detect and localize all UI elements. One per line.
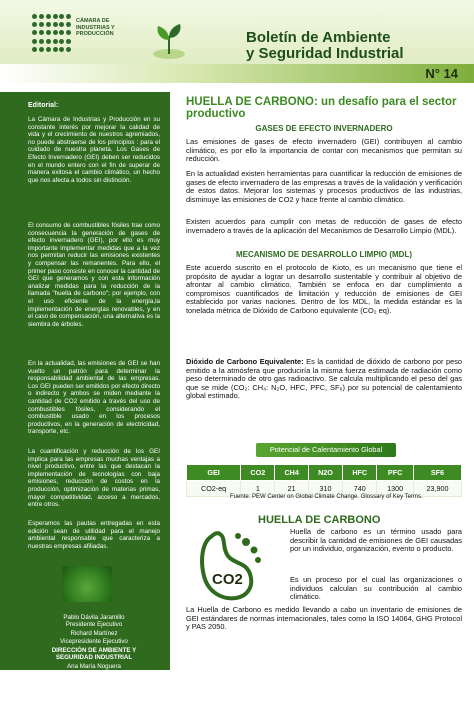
paragraph-ghg-3: Existen acuerdos para cumplir con metas de reducción de gases de efecto invernadero a través de la aplicación del Mecanismos de Desarrollo Limpio (MDL). (186, 217, 462, 235)
paragraph-footprint-1: Huella de carbono es un término usado para describir la cantidad de emisiones de GEI causadas por un individuo, organización, evento o producto. (290, 527, 462, 554)
co2-label: CO2 (212, 571, 243, 588)
editorial-paragraph-3: En la actualidad, las emisiones de GEI se han vuelto un patrón para determinar la responsabilidad ambiental de las empresas. Los GEI pueden ser emitidos por efecto directo o indirecto y ambos se miden mediante la cantidad de CO2 emitido a través del uso de combustibles fósiles, considerando el combustible usado en los procesos productivos, en la generación de electricidad, transporte, etc. (28, 360, 160, 436)
section-heading-ghg: GASES DE EFECTO INVERNADERO (255, 124, 393, 133)
co2-footprint-icon (192, 528, 270, 606)
section-heading-footprint: HUELLA DE CARBONO (258, 514, 381, 526)
editorial-heading: Editorial: (28, 102, 59, 109)
issue-number: N° 14 (425, 66, 458, 81)
article-title: HUELLA DE CARBONO: un desafío para el sector productivo (186, 96, 457, 120)
paragraph-footprint-3: La Huella de Carbono es medido llevando a cabo un inventario de emisiones de GEI estándares de normas internacionales, tales como la ISO 14064, GHG Protocol y PAS 2050. (186, 605, 462, 632)
paragraph-co2-equivalent: Dióxido de Carbono Equivalente: Es la cantidad de dióxido de carbono por peso emitido a la atmósfera que produciría la misma fuerza estimada de radiación como peso determinado de otro gas radioactivo. Se calcula multiplicando el peso del gas que se mide (CO₂: CH₄: N₂O, HFC, PFC, SF₆) por su potencial de calentamiento global estimado. (186, 357, 462, 401)
section-heading-mdl: MECANISMO DE DESARROLLO LIMPIO (MDL) (236, 250, 412, 259)
editorial-paragraph-4: La cuantificación y reducción de los GEI implica para las empresas muchas ventajas a nivel productivo, entre las que destacan la implementación de tecnologías con baja emisiones, reducción de costos en la producción, optimización de materias primas, mayor competitividad, acceso a mercados, entre otros. (28, 448, 160, 509)
paragraph-ghg-2: En la actualidad existen herramientas para cuantificar la reducción de emisiones de gases de efecto invernadero de las empresas a través de la validación y verificación de estos datos. Mejorar los sistemas y procesos productivos de las industrias, disminuye las emisiones de CO2 y hace frente al cambio climático. (186, 169, 462, 204)
chamber-name: CÁMARA DE INDUSTRIAS Y PRODUCCIÓN (76, 18, 115, 37)
bulletin-title: Boletín de Ambiente y Seguridad Industrial (246, 29, 404, 62)
table-header-row: GEI CO2 CH4 N2O HFC PFC SF6 (187, 465, 462, 481)
plant-leaf-icon (144, 20, 194, 64)
table-row: CO2-eq 1 21 310 740 1300 23,900 (187, 481, 462, 497)
editorial-sidebar (0, 92, 170, 711)
chamber-logo (32, 12, 130, 62)
gwp-banner: Potencial de Calentamiento Global (256, 443, 396, 457)
editorial-paragraph-5: Esperamos las pautas entregadas en esta edición sean de utilidad para el manejo ambiental responsable que caracteriza a nuestras empresas afiliadas. (28, 520, 160, 550)
issue-bar (0, 64, 474, 83)
paragraph-ghg-1: Las emisiones de gases de efecto invernadero (GEI) contribuyen al cambio climático, es por ello la importancia de contar con mecanismos que permitan su reducción. (186, 137, 462, 164)
gwp-table (186, 464, 462, 497)
staff-list: Pablo Dávila Jaramillo Presidente Ejecutivo Richard Martínez Vicepresidente Ejecutivo DIRECCIÓN DE AMBIENTE Y SEGURIDAD INDUSTRIAL Ana María Noguera Directora Christian Endara Cisneros Coordinador María Paulina Vélez Asistente (51, 614, 137, 711)
paragraph-footprint-2: Es un proceso por el cual las organizaciones o individuos calculan su contribución al cambio climático. (290, 575, 462, 602)
grass-image (62, 566, 112, 602)
dots-logo-icon (32, 14, 72, 54)
editorial-paragraph-1: La Cámara de Industrias y Producción en su constante interés por mejorar la calidad de vida y el crecimiento de nuestros agremiados, no puede abstraerse de los principios : para el cuidado de nuestra planeta. Los Gases de Efecto Invernadero (GEI) deben ser reducidos en el mundo entero con el fin de superar de manera exitosa el cambio climático, un hecho que nos afecta a todos sin distinción. (28, 116, 160, 184)
editorial-paragraph-2: El consumo de combustibles fósiles trae como consecuencia la generación de gases de efecto invernadero (GEI), por ello es muy importante implementar medidas que a la vez nos permitan reducir las emisiones existentes y compensar las remanentes. Para ello, el primer paso consiste en conocer la cantidad de GEI que generamos y con esta información analizar medidas para la reducción de la llamada "huella de carbono"; por ejemplo, con el uso eficiente de la energía,la implementación de energías renovables, y en el caso de compensación, una alternativa es la siembra de árboles. (28, 222, 160, 328)
table-source: Fuente: PEW Center on Global Climate Change. Glossary of Key Terms. (230, 494, 423, 500)
paragraph-mdl: Este acuerdo suscrito en el protocolo de Kioto, es un mecanismo que tiene el propósito de ayudar a lograr un desarrollo sustentable y contribuir al objetivo de afrontar al cambio climático. También se enfoca en dar cumplimiento a compromisos cuantificados de limitación y reducción de emisiones de GEI establecido por varias naciones. Dentro de los MDL, la medida estándar es la tonelada métrica de Dióxido de Carbono equivalente (CO₂ eq). (186, 263, 462, 315)
